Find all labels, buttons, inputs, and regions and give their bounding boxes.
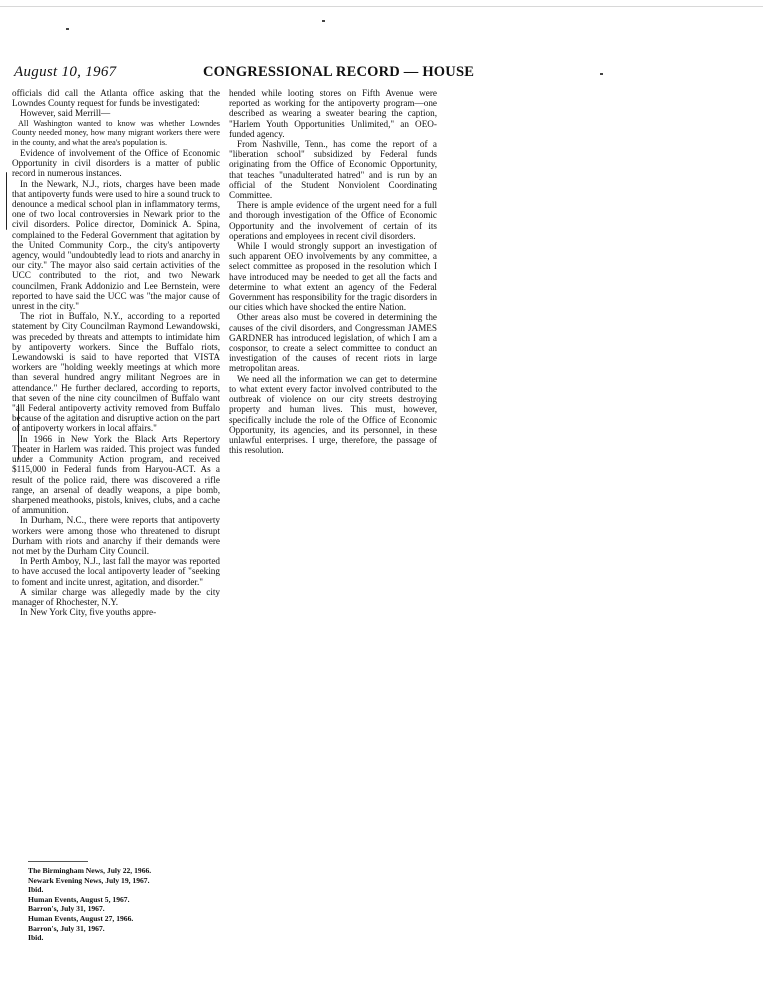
footnote-item: Human Events, August 27, 1966.: [28, 913, 134, 923]
footnote-item: Ibid.: [28, 933, 44, 943]
handwritten-brace: [6, 172, 7, 230]
left-column-paragraph: A similar charge was allegedly made by the city manager of Rhochester, N.Y.: [12, 586, 220, 607]
left-column-paragraph: In New York City, five youths appre-: [20, 607, 157, 618]
scan-speck: [66, 28, 69, 30]
right-column-paragraph: hended while looting stores on Fifth Avenue were reported as working for the antipoverty program—one described as wearing a sweater bearing the caption, "Harlem Youth Opportunities Unlimited," an OEO-funded agency.: [229, 88, 437, 139]
left-column-paragraph: All Washington wanted to know was whether Lowndes County needed money, how many migrant workers there were in the county, and what the area's population is.: [12, 118, 220, 148]
footnote-item: Human Events, August 5, 1967.: [28, 894, 130, 904]
right-column-paragraph: While I would strongly support an investigation of such apparent OEO involvements by any committee, a select committee as proposed in the resolution which I have introduced may be needed to get all the facts and determine to what extent an agency of the Federal Government has responsibility for the tragic disorders in our cities which have shocked the entire Nation.: [229, 241, 437, 313]
scan-top-edge: [0, 6, 763, 7]
footnote-item: Ibid.: [28, 885, 44, 895]
left-column-paragraph: The riot in Buffalo, N.Y., according to a reported statement by City Councilman Raymond Lewandowski, was preceded by threats and attempts to intimidate him by antipoverty workers. Since the Buffalo riots, Lewandowski is said to have reported that VISTA workers are "holding weekly meetings at which more than several hundred angry militant Negroes are in attendance." He further declared, according to reports, that seven of the nine city councilmen of Buffalo want "all Federal antipoverty activity removed from Buffalo because of the agitation and disruptive action on the part of antipoverty workers in local affairs.": [12, 311, 220, 434]
left-column-paragraph: In 1966 in New York the Black Arts Repertory Theater in Harlem was raided. This project was funded under a Community Action program, and received $115,000 in Federal funds from Haryou-ACT. As a result of the police raid, there was discovered a rifle range, an arsenal of deadly weapons, a pipe bomb, sharpened meathooks, pistols, knives, clubs, and a cache of ammunition.: [12, 433, 220, 516]
footnote-item: Barron's, July 31, 1967.: [28, 904, 105, 914]
right-column-paragraph: There is ample evidence of the urgent need for a full and thorough investigation of the Office of Economic Opportunity and the involvement of certain of its operations and employees in recent civil disorders.: [229, 200, 437, 241]
left-column-paragraph: In Perth Amboy, N.J., last fall the mayor was reported to have accused the local antipoverty leader of "seeking to foment and incite unrest, agitation, and disorder.": [12, 556, 220, 587]
footnote-item: The Birmingham News, July 22, 1966.: [28, 866, 152, 875]
page-title: CONGRESSIONAL RECORD — HOUSE: [203, 64, 475, 80]
page-date: August 10, 1967: [14, 64, 117, 80]
left-column-paragraph: In Durham, N.C., there were reports that antipoverty workers were among those who threatened to disrupt Durham with riots and anarchy if their demands were not met by the Durham City Council.: [12, 515, 220, 556]
scan-speck: [322, 20, 325, 22]
left-column-paragraph: Evidence of involvement of the Office of Economic Opportunity in civil disorders is a matter of public record in numerous instances.: [12, 148, 220, 179]
left-text-column: [12, 88, 220, 617]
left-column-paragraph: officials did call the Atlanta office asking that the Lowndes County request for funds be investigated:: [12, 88, 220, 109]
footnotes-list: [28, 866, 228, 943]
right-text-column: [229, 88, 437, 455]
right-column-paragraph: We need all the information we can get to determine to what extent every factor involved contributed to the outbreak of violence on our city streets destroying property and human lives. This must, however, specifically include the role of the Office of Economic Opportunity, its agencies, and its personnel, in these unlawful enterprises. I urge, therefore, the passage of this resolution.: [229, 373, 437, 456]
footnote-item: Newark Evening News, July 19, 1967.: [28, 875, 150, 885]
right-column-paragraph: Other areas also must be covered in determining the causes of the civil disorders, and Congressman JAMES GARDNER has introduced legislation, of which I am a cosponsor, to create a select committee to conduct an investigation of the causes of recent riots in large metropolitan areas.: [229, 312, 437, 374]
footnote-divider: [28, 861, 88, 862]
scan-speck: [600, 73, 603, 75]
left-column-paragraph: In the Newark, N.J., riots, charges have been made that antipoverty funds were used to hire a sound truck to denounce a medical school plan in inflammatory terms, one of two local controversies in Newark prior to the civil disorders. Police director, Dominick A. Spina, complained to the Federal Government that agitation by the United Community Corp., the city's antipoverty agency, would "undoubtedly lead to riots and anarchy in our city." The mayor also said certain activities of the UCC contributed to the riot, and two Newark councilmen, Frank Addonizio and Lee Bernstein, were reported to have said the UCC was "the major cause of unrest in the city.": [12, 178, 220, 312]
right-column-paragraph: From Nashville, Tenn., has come the report of a "liberation school" subsidized by Federal funds originating from the Office of Economic Opportunity, that teaches "unadulterated hatred" and is run by an official of the Student Nonviolent Coordinating Committee.: [229, 139, 437, 201]
left-column-paragraph: However, said Merrill—: [20, 108, 111, 119]
footnote-item: Barron's, July 31, 1967.: [28, 923, 105, 933]
